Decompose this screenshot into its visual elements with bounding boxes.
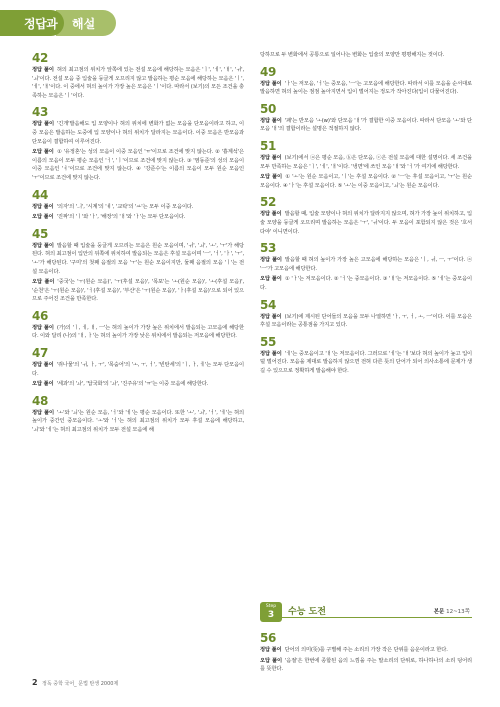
step-ref-pages: 12~13쪽 [446,609,470,615]
answer-explanation [32,361,244,378]
question-47 [32,346,244,389]
wrong-answer-label: 오답 풀이 [32,279,55,286]
wrong-answer-explanation [32,278,244,304]
question-number: 45 [32,226,49,241]
answer-text: 발음할 때 입술을 둥글게 오므리는 모음은 원순 모음이며, 'ㅟ', 'ㅚ', 'ㅗ', 'ㅜ'가 해당된다. 혀의 최고점이 입안의 뒤쪽에 위치하여 발음되는 모음은 후설 모음이며 'ㅡ', 'ㅓ', 'ㅏ', 'ㅜ', 'ㅗ'가 해당된다. '구미'의 첫째 음절의 모음 'ㅜ'는 원순 모음이지만, 둘째 음절의 모음 'ㅣ'는 전설 모음이다. [32,242,244,275]
wrong-answer-label: 오답 풀이 [260,657,282,664]
wrong-answer-text: '진짜'의 'ㅣ'와 'ㅏ', '해장'의 'ㅐ'와 'ㅏ'는 모두 단모음이다. [56,214,186,221]
page-footer [32,678,332,690]
step-title: 수능 도전 [288,607,326,617]
question-number: 52 [260,195,277,210]
wrong-answer-explanation [32,213,244,222]
wrong-answer-explanation [32,148,244,182]
answer-explanation [260,256,472,273]
answer-label: 정답 풀이 [260,154,282,161]
answer-text: 'ㅗ'와 'ㅚ'는 원순 모음, 'ㅓ'와 'ㅔ'는 평순 모음이다. 또한 'ㅗ', 'ㅚ', 'ㅓ', 'ㅔ'는 혀의 높이가 중간인 중모음이다. 'ㅗ'와 'ㅓ'는 혀의 최고점의 위치가 모두 후설 모음에 해당하고, 'ㅚ'와 'ㅔ'는 혀의 최고점의 위치가 모두 전설 모음에 해 [32,409,244,434]
wrong-answer-text: ① '유정혼'는 성의 모음이 이중 모음인 'ㅠ'이므로 조건에 맞지 않는다. ② '흉계석'은 이름의 모음이 모두 평순 모음인 'ㅓ', 'ㅣ'이므로 조건에 맞지 않는다. ③ '염동준'의 성의 모음이 이중 모음인 'ㅕ'이므로 조건에 맞지 않는다. ④ '강준수'는 이름의 모음이 모두 원순 모음인 'ㅜ'이므로 조건에 맞지 않는다. [32,149,244,181]
wrong-answer-explanation [260,173,472,190]
question-50 [260,102,472,134]
question-56 [260,631,472,674]
answer-label: 정답 풀이 [260,313,282,320]
wrong-answer-label: 오답 풀이 [32,214,54,221]
wrong-answer-explanation [32,380,244,389]
question-46 [32,309,244,341]
question-number: 49 [260,64,277,79]
answer-label: 정답 풀이 [260,647,282,653]
question-continued [260,51,472,60]
answer-label: 정답 풀이 [32,203,54,210]
right-column [260,46,472,377]
question-number: 47 [32,346,49,361]
answer-text: 'ㅔ'는 중모음이고 'ㅐ'는 저모음이다. 그러므로 'ㅔ'는 'ㅐ'보다 혀의 높이가 높고 입이 덜 벌어진다. 모음을 제대로 발음하지 않으면 전혀 다른 뜻의 단어가 되어 의사소통에 문제가 생길 수 있으므로 정확하게 발음해야 한다. [260,350,472,374]
question-42 [32,51,244,100]
question-number: 54 [260,297,277,312]
answer-explanation [260,51,472,60]
answer-label: 정답 풀이 [260,80,282,87]
question-44 [32,188,244,222]
question-number: 55 [260,334,277,349]
question-number: 46 [32,308,49,323]
section-header [0,10,160,36]
wrong-answer-label: 오답 풀이 [260,276,282,283]
answer-text: 발음할 때, 입술 모양이나 혀의 위치가 달라지지 않으며, 혀가 가장 높이 위치하고, 입술 모양을 둥글게 오므리며 발음하는 모음은 'ㅜ', 'ㅟ'이다. 두 모음이 포함되지 않은 것은 '호서다야' 이니면이다. [260,211,472,235]
answer-explanation [260,117,472,134]
answer-text: 발음할 때 혀의 높이가 가장 높은 고모음에 해당하는 모음은 'ㅣ, ㅟ, ㅡ, ㅜ'이다. ⓐ 'ㅡ'가 고모음에 해당한다. [260,257,472,272]
question-49 [260,65,472,97]
step-section-header [260,602,472,618]
wrong-answer-explanation [260,275,472,292]
answer-explanation [32,324,244,341]
answer-text: '긴개'발음해도 입 모양이나 혀의 위치에 변화가 없는 모음을 단모음이라고 하고, 이중 모음은 발음하는 도중에 입 모양이나 혀의 위치가 달라지는 모음이다. 이중 모음은 반모음과 단모음이 결합하여 이루어진다. [32,121,245,145]
answer-text: '의자'의 'ㅢ', '시계'의 'ㅖ', '교탁'의 'ㅛ'는 모두 이중 모음이다. [56,203,194,210]
question-48 [32,394,244,435]
step-ref-label: 본문 [433,609,445,615]
answer-explanation [260,210,472,236]
question-number: 53 [260,241,277,256]
wrong-answer-text: '음절'은 한번에 종합된 음의 느낌을 주는 말소리의 단위로, 하나하나의 소리 덩어리를 뜻한다. [260,657,473,673]
answer-text: 당하므로 두 변화에서 공통으로 일어나는 변화는 입술의 모양만 평평해지는 것이다. [260,52,445,58]
step-badge [260,602,282,622]
question-53 [260,241,472,292]
answer-explanation [260,350,472,376]
step-badge-number: 3 [267,610,275,620]
header-label-explanation: 해설 [72,17,96,31]
wrong-answer-label: 오답 풀이 [32,149,54,156]
wrong-answer-text: ① 'ㅏ'는 저모음이다. ② 'ㅓ'는 중모음이다. ③ 'ㅐ'는 저모음이다. ⑤ 'ㅔ'는 중모음이다. [260,276,473,291]
answer-text: (가)의 'ㅣ, ㅔ, ㅐ, ㅡ'는 혀의 높이가 가장 높은 위치에서 발음되는 고모음에 해당한다. 이와 달리 (나)의 'ㅐ, ㅏ'는 혀의 높이가 가장 낮은 위치에서 발음되는 저모음에 해당한다. [32,324,244,340]
wrong-answer-text: '세과'의 'ㅘ', '답국화'의 'ㅘ', '진주유'의 'ㅠ'는 이중 모음에 해당한다. [56,381,209,388]
question-54 [260,298,472,330]
answer-text: '괘'는 반모음 'ㅗ(w)'와 단모음 'ㅐ'가 결합한 이중 모음이다. 따라서 단모음 'ㅗ'와 단모음 'ㅐ'의 결합이라는 설명은 적절하지 않다. [260,117,473,133]
answer-explanation [32,66,244,100]
question-number: 43 [32,105,49,120]
answer-explanation [260,646,472,655]
answer-explanation [260,154,472,171]
wrong-answer-label: 오답 풀이 [32,381,54,388]
left-column [32,46,244,437]
page-number: 2 [32,678,38,687]
answer-label: 정답 풀이 [32,362,54,369]
question-55 [260,335,472,376]
answer-text: '쥐나물'의 'ㅟ, ㅏ, ㅜ', '목숨어'의 'ㅗ, ㅜ, ㅓ', '빈탄세'의 'ㅣ, ㅏ, ㅔ'는 모두 단모음이다. [32,362,244,377]
answer-text: (보기)에 제시된 단어들의 모음을 모두 나열하면 'ㅏ, ㅜ, ㅓ, ㅗ, ㅡ'이다. 이를 모음은 후설 모음이라는 공통점을 가지고 있다. [260,313,472,329]
question-51 [260,139,472,190]
answer-explanation [32,409,244,435]
header-label-answers: 정답과 [24,17,58,31]
question-number: 50 [260,101,277,116]
question-52 [260,195,472,236]
wrong-answer-text: '중국'는 'ㅜ(원순 모음)', 'ㅜ(후설 모음)', '목포'는 'ㅗ(원순 모음)', 'ㅗ(후설 모음)', '순천'은 'ㅜ(원순 모음)', 'ㅓ(후설 모음)', '부산'은 'ㅜ(원순 모음)', 'ㅏ(후설 모음)'으로 되어 있으므로 주어진 조건을 만족한다. [32,279,244,303]
answer-explanation [32,242,244,276]
question-number: 51 [260,138,277,153]
question-45 [32,227,244,304]
answer-explanation [32,203,244,212]
step-badge-label: Step [265,604,277,609]
answer-label: 정답 풀이 [32,121,54,128]
wrong-answer-label: 오답 풀이 [260,174,282,181]
answer-text: 혀의 최고점의 위치가 앞쪽에 있는 전설 모음에 해당하는 모음은 'ㅣ', 'ㅔ', 'ㅐ', 'ㅟ', 'ㅚ'이다. 전설 모음 중 입술을 둥글게 오므리지 않고 발음하는 평순 모음에 해당하는 모음은 'ㅣ', 'ㅔ', 'ㅐ'이다. 이 중에서 혀의 높이가 가장 높은 모음은 'ㅣ'이다. 따라서 (보기)의 모든 조건을 충족하는 모음은 'ㅣ'이다. [32,67,245,99]
step-page-reference [434,607,470,615]
question-number: 42 [32,51,49,65]
question-43 [32,105,244,182]
answer-label: 정답 풀이 [260,257,282,264]
answer-label: 정답 풀이 [32,409,54,416]
answer-explanation [260,80,472,97]
wrong-answer-text: ① 'ㅗ'는 원순 모음이고, 'ㅣ'는 후설 모음이다. ② 'ㅡ'는 후설 모음이고, 'ㅜ'는 원순 모음이다. ④ 'ㅏ'는 후설 모음이다. ⑤ 'ㅗ'는 이중 모음이고, 'ㅚ'는 원순 모음이다. [260,174,472,189]
question-number: 44 [32,187,49,202]
answer-text: (보기)에서 ⓐ은 평순 모음, ⓑ은 단모음, ⓒ은 전설 모음에 대한 설명이다. 세 조건을 모두 만족하는 모음은 'ㅣ', 'ㅔ', 'ㅐ'이다. '냉면'에 쓰인 모음 'ㅐ'와 'ㅓ'가 여기에 해당한다. [260,154,472,170]
question-number: 48 [32,393,49,408]
answer-text: 'ㅏ'는 저모음, 'ㅓ'는 중모음, 'ㅡ'는 고모음에 해당한다. 따라서 이를 모음을 순서대로 발음하면 혀의 높이는 점점 높아지면서 입이 벌어지는 정도가 작아진다(입이 다물어진다). [260,80,473,96]
answer-label: 정답 풀이 [32,242,54,249]
bottom-right-column [260,626,472,676]
footer-book-title: 정독 중학 국어_ 문법 탄생 2000제 [42,681,119,687]
answer-label: 정답 풀이 [260,350,282,357]
answer-explanation [260,313,472,330]
wrong-answer-explanation [260,657,472,674]
answer-explanation [32,120,244,146]
answer-text: 단어의 의미(뜻)를 구별해 주는 소리의 가장 작은 단위를 음운이라고 한다. [284,647,448,653]
answer-label: 정답 풀이 [32,324,54,331]
answer-label: 정답 풀이 [260,117,282,124]
answer-label: 정답 풀이 [32,67,54,73]
question-number: 56 [260,631,277,645]
answer-label: 정답 풀이 [260,211,282,218]
